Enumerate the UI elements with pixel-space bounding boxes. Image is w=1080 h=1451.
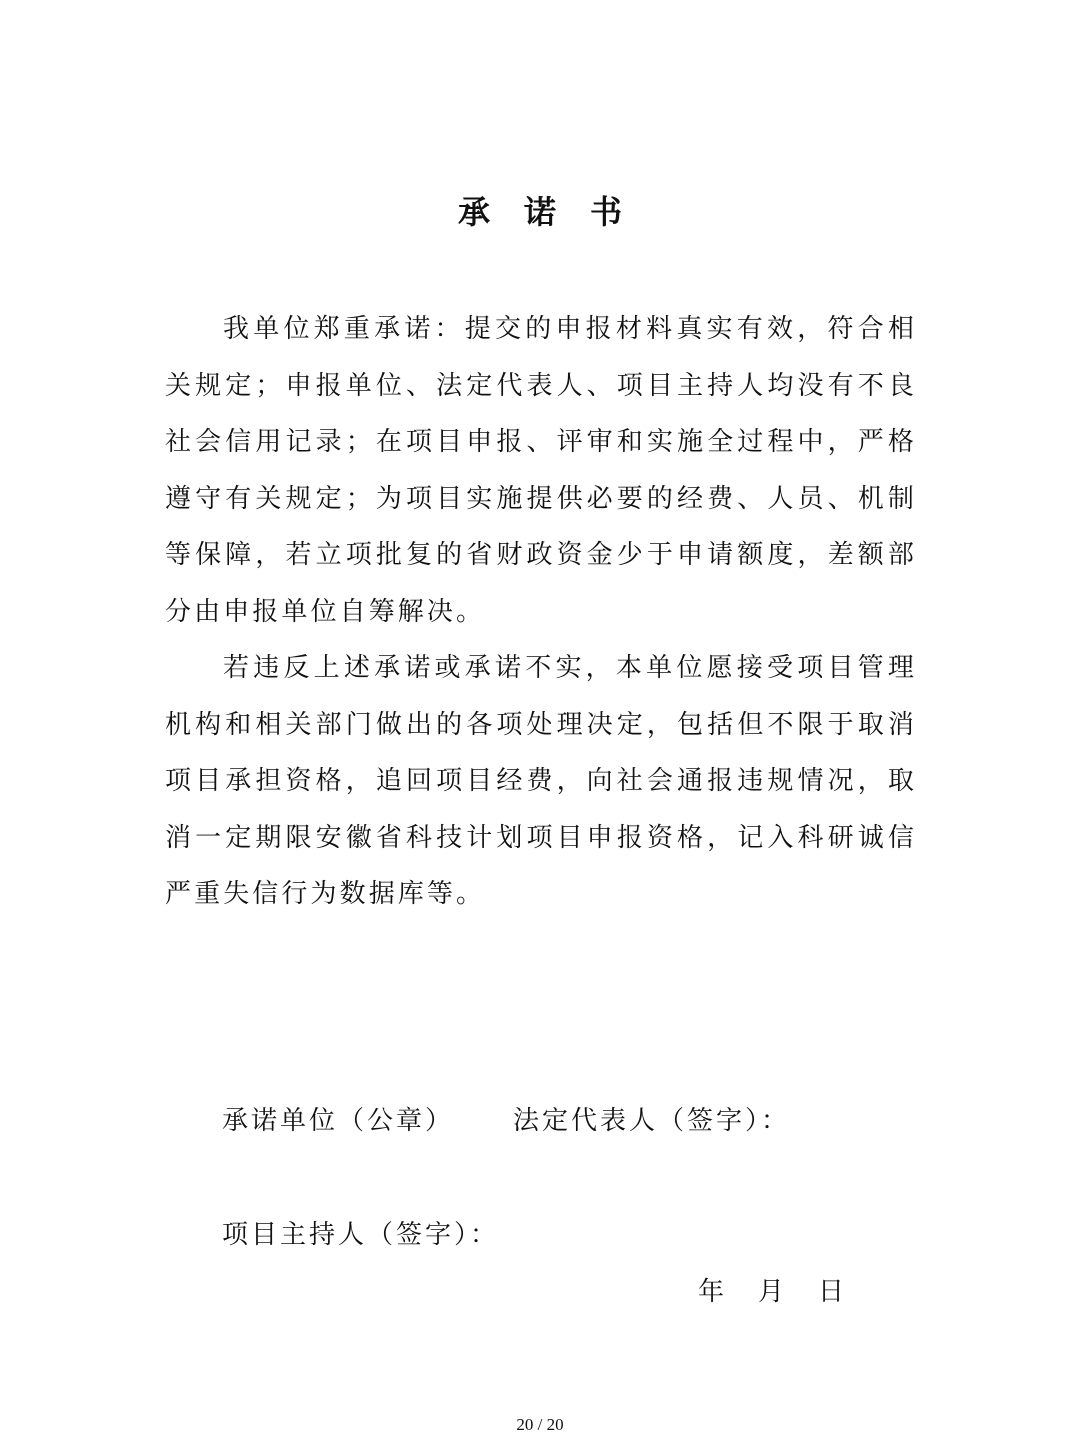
commitment-paragraph-2: 若违反上述承诺或承诺不实，本单位愿接受项目管理机构和相关部门做出的各项处理决定，包括但不限于取消项目承担资格，追回项目经费，向社会通报违规情况，取消一定期限安徽省科技计划项目申报资格，记入科研诚信严重失信行为数据库等。 — [165, 653, 917, 909]
signature-legal-rep-label: 法定代表人（签字）： — [513, 1106, 791, 1136]
commitment-body — [165, 301, 917, 923]
document-title: 承诺书 — [457, 193, 656, 231]
date-year-label: 年 — [698, 1277, 725, 1307]
page-number: 20 / 20 — [516, 1415, 564, 1434]
date-month-label: 月 — [758, 1277, 785, 1307]
date-day-label: 日 — [818, 1277, 845, 1307]
date-line — [698, 1272, 844, 1312]
signature-unit-label: 承诺单位（公章） — [222, 1106, 455, 1136]
signature-host-label: 项目主持人（签字）： — [222, 1220, 500, 1250]
commitment-paragraph-1: 我单位郑重承诺：提交的申报材料真实有效，符合相关规定；申报单位、法定代表人、项目主持人均没有不良社会信用记录；在项目申报、评审和实施全过程中，严格遵守有关规定；为项目实施提供必要的经费、人员、机制等保障，若立项批复的省财政资金少于申请额度，差额部分由申报单位自筹解决。 — [165, 314, 917, 627]
